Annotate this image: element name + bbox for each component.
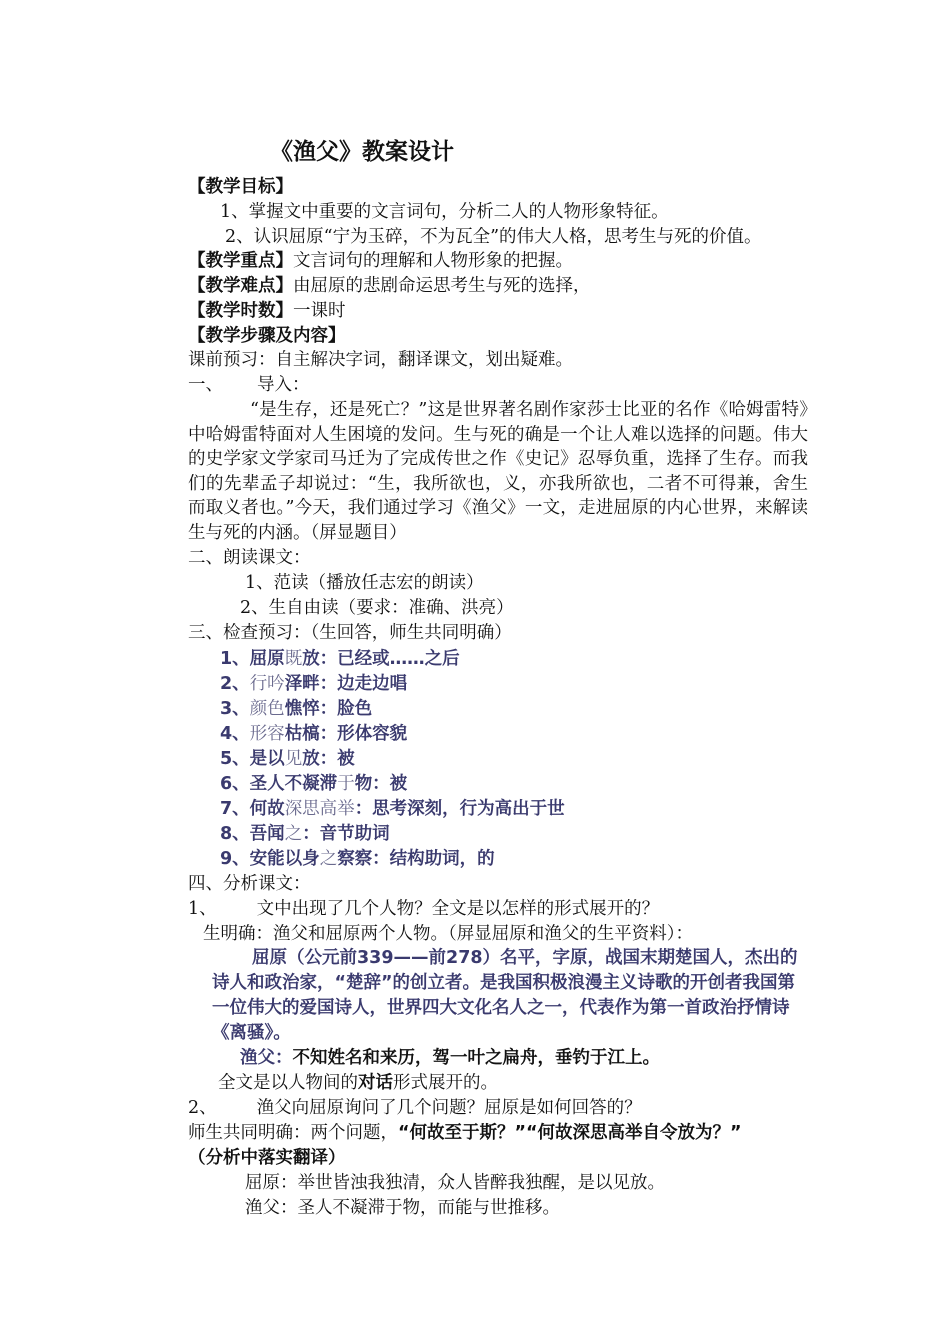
document-title: 《渔父》教案设计: [270, 139, 454, 165]
vocab-item: 7、何故深思高举：思考深刻，行为高出于世: [220, 799, 565, 819]
section-3-heading: 三、检查预习：（生回答，师生共同明确）: [188, 623, 512, 643]
vocab-item: 6、圣人不凝滞于物：被: [220, 774, 408, 794]
vocab-item: 4、形容枯槁：形体容貌: [220, 724, 408, 744]
section-4-heading: 四、分析课文：: [188, 874, 311, 894]
reading-1: 1、范读（播放任志宏的朗读）: [245, 573, 484, 593]
vocab-item: 8、吾闻之：音节助词: [220, 824, 390, 844]
intro-text: “是生存，还是死亡？”这是世界著名剧作家莎士比亚的名作《哈姆雷特》中哈姆雷特面对人生困境的发问。生与死的确是一个让人难以选择的问题。伟大的史学家文学家司马迁为了完成传世之作《史记》忍辱负重，选择了生存。而我们的先辈孟子却说过：“生，我所欲也，义，亦我所欲也，二者不可得兼，舍生而取义者也。”今天，我们通过学习《渔父》一文，走进屈原的内心世界，来解读生与死的内涵。（屏显题目）: [188, 400, 808, 543]
answer-1: 生明确：渔父和屈原两个人物。（屏显屈原和渔父的生平资料）：: [203, 924, 693, 944]
key-point-label: 【教学重点】: [188, 251, 293, 271]
answer-2: 师生共同明确：两个问题，“何故至于斯？”“何故深思高举自令放为？”: [188, 1123, 742, 1143]
preview-line: 课前预习：自主解决字词，翻译课文，划出疑难。: [188, 350, 573, 370]
key-point: [188, 249, 573, 273]
reading-2: 2、生自由读（要求：准确、洪亮）: [240, 598, 514, 618]
question-1: 1、 文中出现了几个人物？全文是以怎样的形式展开的？: [188, 899, 660, 919]
vocab-item: 5、是以见放：被: [220, 749, 355, 769]
form-line: 全文是以人物间的对话形式展开的。: [218, 1073, 498, 1093]
qu-yuan-bio: 屈原（公元前339——前278）名平，字原，战国末期楚国人，杰出的诗人和政治家，“楚辞”的创立者。是我国积极浪漫主义诗歌的开创者我国第一位伟大的爱国诗人，世界四大文化名人之一，代表作为第一首政治抒情诗《离骚》。: [212, 948, 798, 1043]
translation-note: （分析中落实翻译）: [188, 1148, 346, 1168]
goal-1: 1、掌握文中重要的文言词句，分析二人的人物形象特征。: [220, 202, 669, 222]
qu-yuan-quote: 屈原：举世皆浊我独清，众人皆醉我独醒，是以见放。: [245, 1173, 665, 1193]
yu-fu-quote: 渔父：圣人不凝滞于物，而能与世推移。: [245, 1198, 560, 1218]
section-1-text: 导入：: [257, 375, 310, 395]
intro-paragraph: [188, 398, 808, 545]
hours-label: 【教学时数】: [188, 301, 293, 321]
hours-text: 一课时: [293, 301, 346, 321]
difficulty-text: 由屈原的悲剧命运思考生与死的选择，: [293, 276, 591, 296]
difficulty-label: 【教学难点】: [188, 276, 293, 296]
vocab-item: 1、屈原既放：已经或……之后: [220, 649, 460, 669]
teaching-hours: [188, 299, 346, 323]
vocab-item: 3、颜色憔悴：脸色: [220, 699, 373, 719]
goals-heading: 【教学目标】: [188, 177, 293, 197]
section-2-heading: 二、朗读课文：: [188, 548, 311, 568]
vocab-item: 9、安能以身之察察：结构助词，的: [220, 849, 495, 869]
vocab-item: 2、行吟泽畔：边走边唱: [220, 674, 408, 694]
yu-fu-bio: [240, 1046, 660, 1070]
key-point-text: 文言词句的理解和人物形象的把握。: [293, 251, 573, 271]
question-2: 2、 渔父向屈原询问了几个问题？屈原是如何回答的？: [188, 1098, 642, 1118]
steps-heading: 【教学步骤及内容】: [188, 326, 346, 346]
section-1-num: 一、: [188, 375, 223, 395]
difficulty: [188, 274, 591, 298]
yu-fu-label: 渔父：: [240, 1048, 293, 1068]
yu-fu-text: 不知姓名和来历，驾一叶之扁舟，垂钓于江上。: [292, 1048, 660, 1068]
goal-2: 2、认识屈原“宁为玉碎，不为瓦全”的伟大人格，思考生与死的价值。: [225, 227, 762, 247]
section-1-heading: [188, 373, 310, 397]
